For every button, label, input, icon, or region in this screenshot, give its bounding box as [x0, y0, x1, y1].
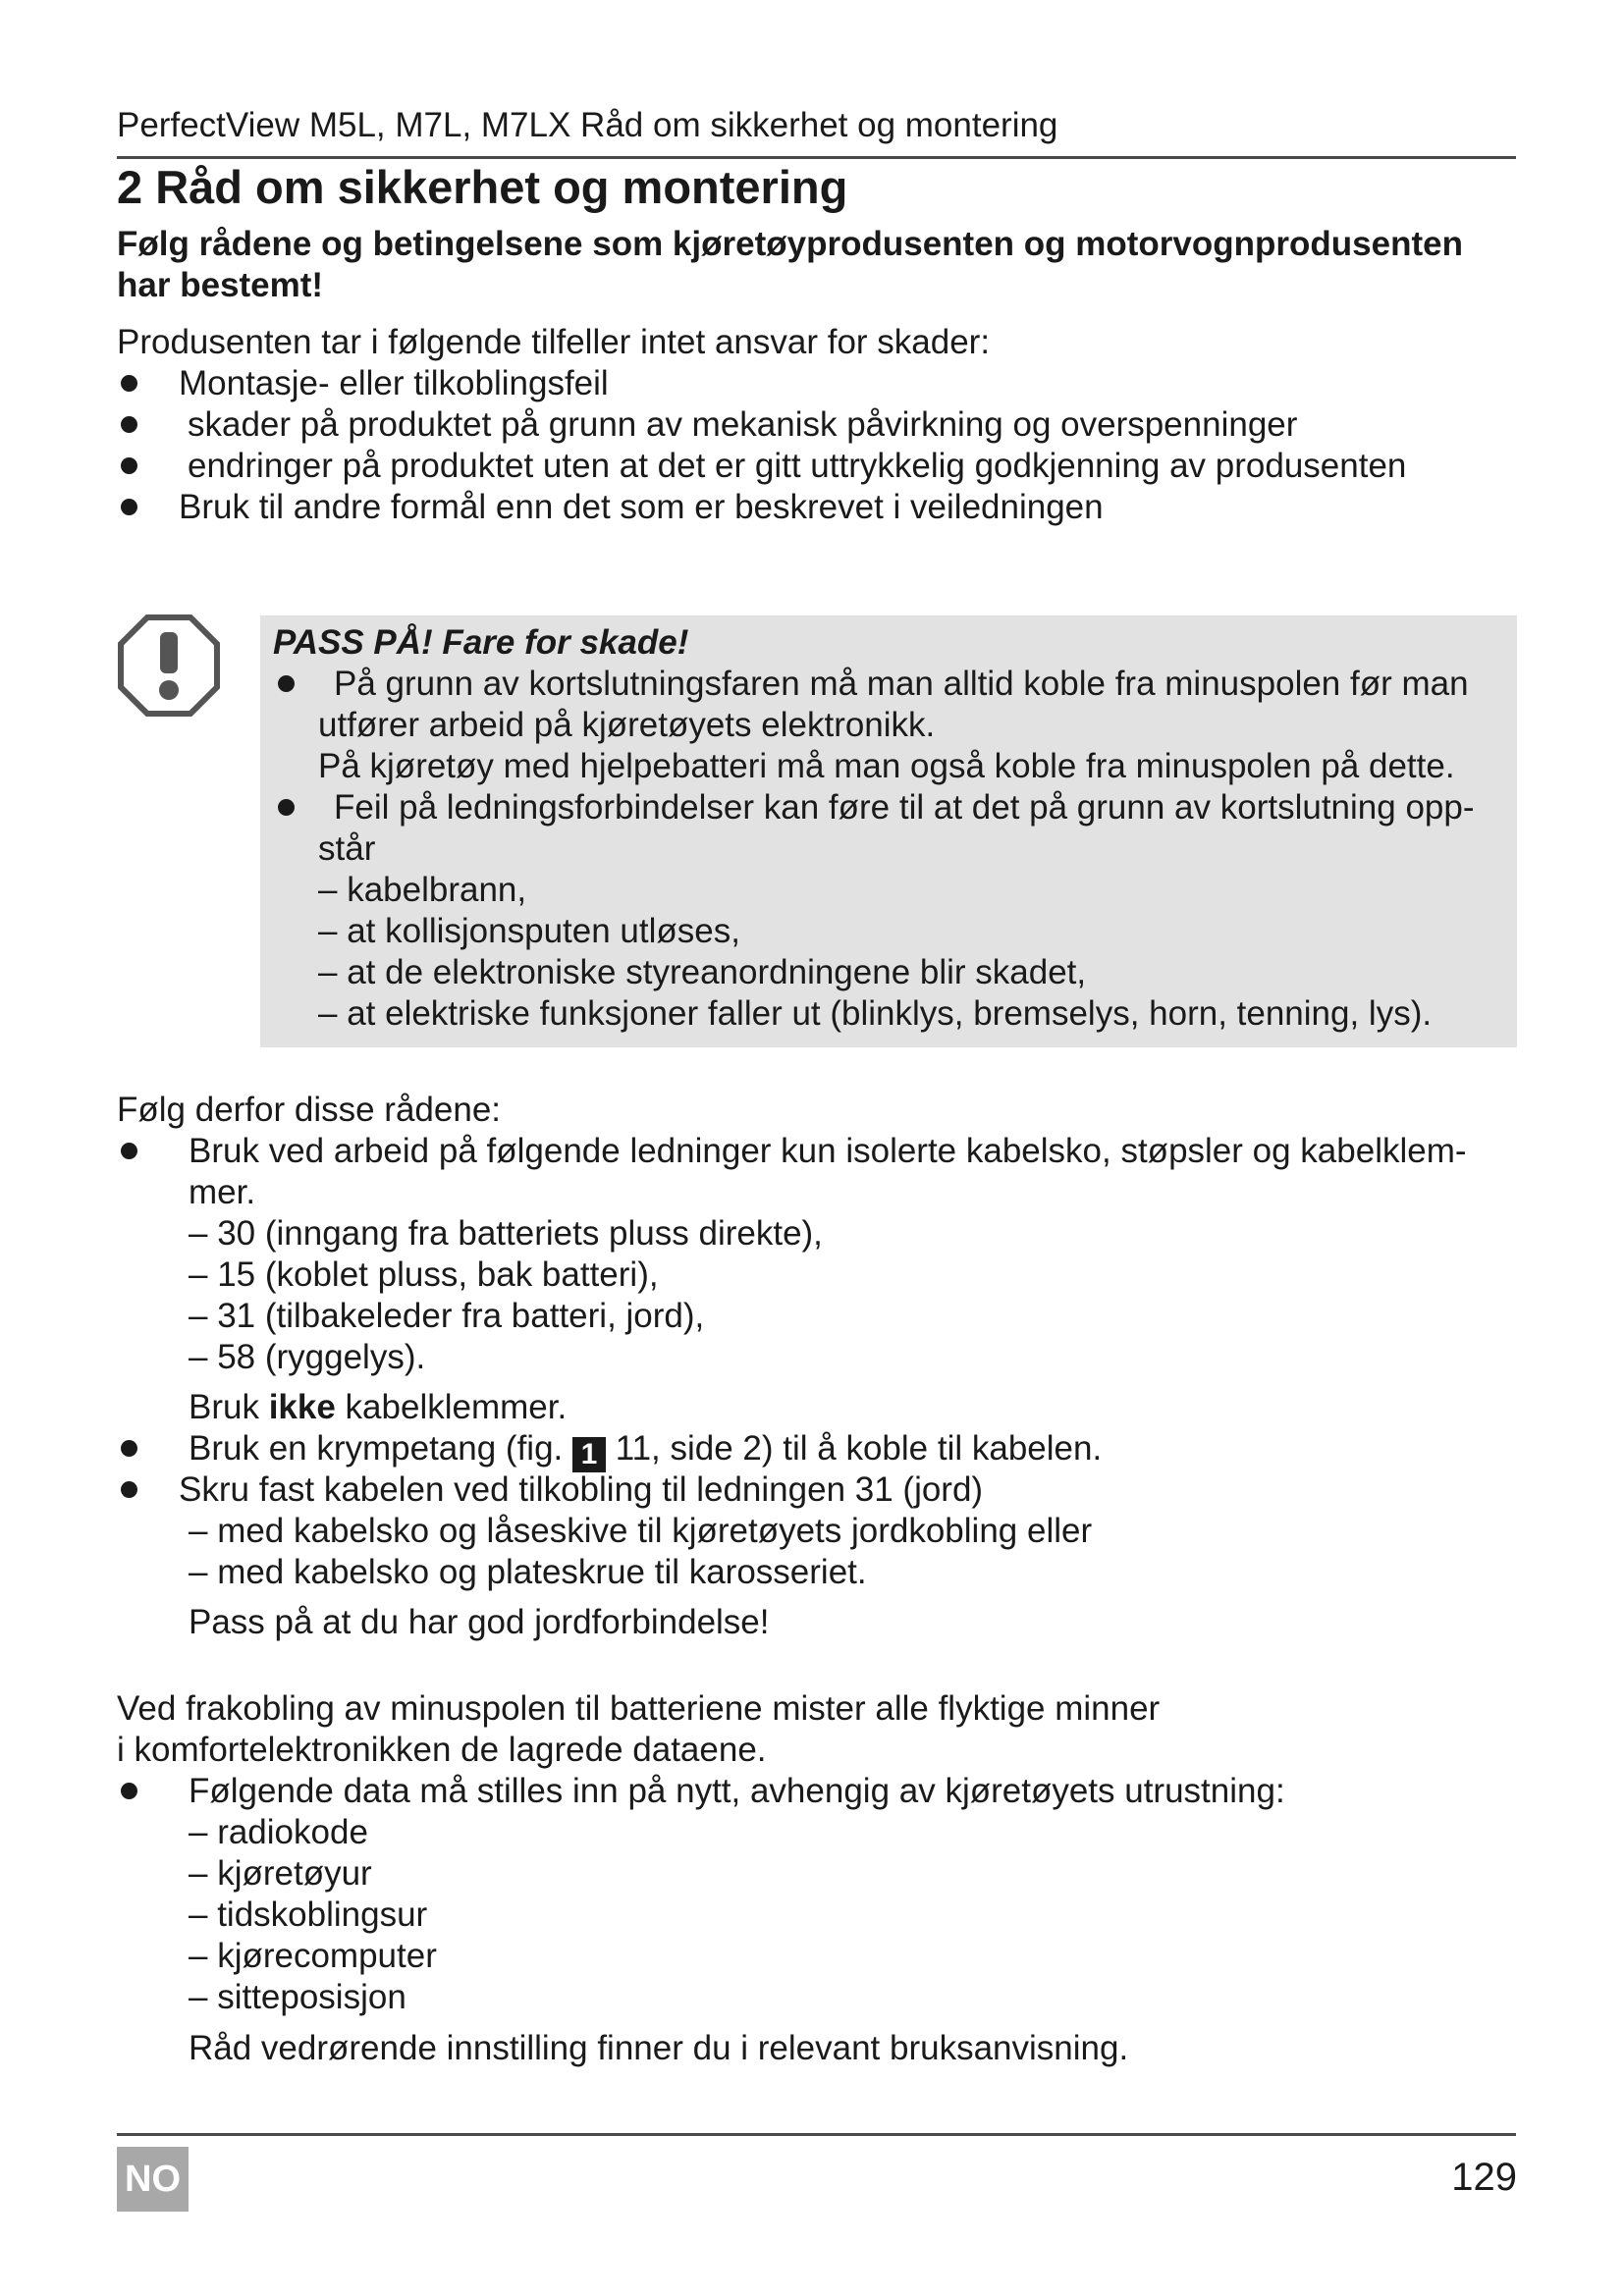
liability-item: skader på produktet på grunn av mekanisk påvirkning og overspenninger — [188, 405, 1298, 444]
figure-number-badge: 1 — [572, 1437, 606, 1472]
liability-item: Bruk til andre formål enn det som er beskrevet i veiledningen — [179, 488, 1104, 526]
memory-text: i komfortelektronikken de lagrede dataene. — [117, 1731, 767, 1769]
note-emphasis: ikke — [268, 1388, 336, 1426]
liability-intro: Produsenten tar i følgende tilfeller intet ansvar for skader: — [117, 323, 991, 361]
bullet — [278, 799, 295, 816]
memory-text: Ved frakobling av minuspolen til batteriene mister alle flyktige minner — [117, 1689, 1161, 1728]
bullet — [121, 1440, 137, 1457]
liability-item: Montasje- eller tilkoblingsfeil — [179, 364, 609, 402]
bullet — [121, 457, 137, 474]
bullet — [121, 1481, 137, 1498]
running-header: PerfectView M5L, M7L, M7LX Råd om sikkerhet og montering — [117, 106, 1058, 144]
bullet — [278, 675, 295, 692]
memory-item: Følgende data må stilles inn på nytt, avhengig av kjøretøyets utrustning: — [189, 1772, 1285, 1810]
language-badge: NO — [117, 2147, 189, 2212]
intro-bold: Følg rådene og betingelsene som kjøretøyprodusenten og motorvognprodusenten har bestemt! — [117, 225, 1463, 304]
warning-subitem: – kabelbrann, — [318, 871, 527, 909]
section-title: 2 Råd om sikkerhet og montering — [117, 161, 848, 213]
note-text: Bruk — [189, 1388, 269, 1426]
exclamation-octagon-icon — [115, 612, 223, 720]
advice-subitem: – med kabelsko og låseskive til kjøretøyets jordkobling eller — [189, 1512, 1093, 1550]
memory-note: Råd vedrørende innstilling finner du i relevant bruksanvisning. — [189, 2029, 1129, 2067]
advice-text-part: Bruk en krympetang (fig. — [189, 1429, 572, 1468]
advice-note: Pass på at du har god jordforbindelse! — [189, 1603, 770, 1641]
memory-subitem: – kjøretøyur — [189, 1854, 372, 1893]
memory-subitem: – kjørecomputer — [189, 1937, 437, 1975]
warning-text: står — [318, 829, 376, 868]
bullet — [121, 375, 137, 392]
bullet — [121, 1143, 137, 1159]
bullet — [121, 1783, 137, 1799]
advice-text: mer. — [189, 1173, 256, 1211]
warning-subitem: – at kollisjonsputen utløses, — [318, 912, 740, 950]
advice-intro: Følg derfor disse rådene: — [117, 1091, 502, 1129]
note-text: kabelklemmer. — [335, 1388, 568, 1426]
advice-text: Skru fast kabelen ved tilkobling til ledningen 31 (jord) — [179, 1470, 984, 1509]
warning-title: PASS PÅ! Fare for skade! — [273, 623, 689, 662]
advice-subitem: – 15 (koblet pluss, bak batteri), — [189, 1255, 659, 1294]
warning-subitem: – at elektriske funksjoner faller ut (blinklys, bremselys, horn, tenning, lys). — [318, 994, 1433, 1033]
memory-subitem: – sitteposisjon — [189, 1978, 406, 2016]
header-rule — [117, 156, 1516, 159]
advice-note — [189, 1387, 567, 1428]
memory-subitem: – radiokode — [189, 1813, 368, 1851]
warning-text: På kjøretøy med hjelpebatteri må man også koble fra minuspolen på dette. — [318, 747, 1455, 785]
advice-subitem: – 30 (inngang fra batteriets pluss direkte), — [189, 1214, 823, 1253]
warning-text: utfører arbeid på kjøretøyets elektronikk. — [318, 706, 936, 744]
bullet — [121, 499, 137, 515]
liability-item: endringer på produktet uten at det er gitt uttrykkelig godkjenning av produsenten — [188, 447, 1407, 485]
footer-rule — [117, 2133, 1516, 2136]
memory-subitem: – tidskoblingsur — [189, 1896, 428, 1934]
warning-text: Feil på ledningsforbindelser kan føre til at det på grunn av kortslutning opp- — [334, 788, 1475, 827]
advice-text: Bruk ved arbeid på følgende ledninger kun isolerte kabelsko, støpsler og kabelklem- — [189, 1132, 1467, 1170]
warning-subitem: – at de elektroniske styreanordningene blir skadet, — [318, 953, 1087, 991]
warning-text: På grunn av kortslutningsfaren må man alltid koble fra minuspolen før man — [334, 665, 1469, 703]
bullet — [121, 416, 137, 433]
page-number: 129 — [1451, 2156, 1517, 2199]
advice-subitem: – med kabelsko og plateskrue til karosseriet. — [189, 1553, 867, 1591]
advice-text — [189, 1428, 1102, 1472]
advice-text-part: 11, side 2) til å koble til kabelen. — [606, 1429, 1103, 1468]
advice-subitem: – 58 (ryggelys). — [189, 1338, 426, 1376]
advice-subitem: – 31 (tilbakeleder fra batteri, jord), — [189, 1297, 705, 1335]
